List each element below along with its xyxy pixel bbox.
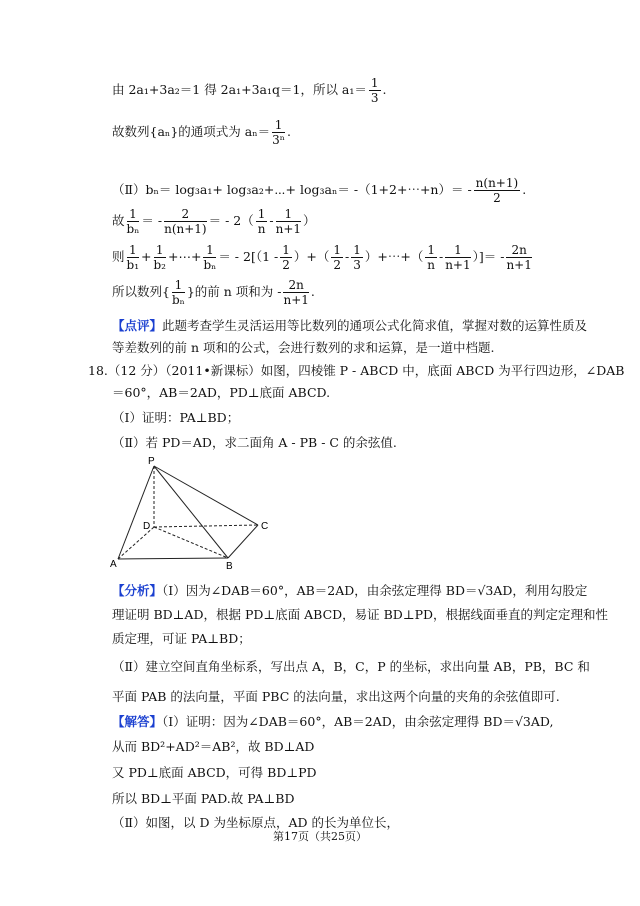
solution-line-3: 又 PD⊥底面 ABCD，可得 BD⊥PD [112, 765, 317, 780]
edge-DB [154, 527, 228, 558]
analysis-line-1: 【分析】（Ⅰ）因为∠DAB＝60°，AB＝2AD，由余弦定理得 BD＝√3AD，利用勾股定 [112, 583, 588, 598]
fraction: $\frac{1}{\text{3ⁿ}}$ [272, 118, 285, 147]
edge-BC [228, 525, 258, 558]
line-sum: 则 $\frac{1}{\text{b₁}}$ + $\frac{1}{\text{b₂}}$ +⋯+ $\frac{1}{\text{bₙ}}$ ＝ - 2[（1 - $\frac{1}{2}$ ）+（ $\frac{1}{2}$ - $\frac{1}{3}$ ）+⋯+（ $\frac{1}{n}$ - $\frac{1}{n+1}$ ）]＝ - $\frac{2n}{n+1}$ [112, 243, 532, 272]
line-reciprocal: 故 $\frac{1}{\text{bₙ}}$ ＝ - $\frac{2}{n(n+1)}$ ＝ - 2（ $\frac{1}{n}$ - $\frac{1}{n+1}$ ） [112, 207, 316, 236]
label-C: C [261, 521, 269, 532]
label-A: A [110, 559, 117, 570]
line-general-term: 故数列{aₙ}的通项式为 aₙ＝ $\frac{1}{\text{3ⁿ}}$ . [112, 118, 291, 147]
analysis-tag: 【分析】 [112, 583, 163, 598]
edge-PC [154, 466, 258, 525]
line-a1: 由 2a₁+3a₂＝1 得 2a₁+3a₁q＝1，所以 a₁＝ $\frac{1}{3}$ . [112, 76, 387, 105]
analysis-line-2: 理证明 BD⊥AD，根据 PD⊥底面 ABCD，易证 BD⊥PD，根据线面垂直的判定定理和性 [112, 607, 609, 622]
fraction: $\frac{1}{3}$ [370, 76, 379, 105]
solution-line-5: （Ⅱ）如图，以 D 为坐标原点，AD 的长为单位长， [112, 815, 399, 830]
analysis-line-4: （Ⅱ）建立空间直角坐标系，写出点 A，B，C，P 的坐标，求出向量 AB，PB，BC 和 [112, 659, 590, 674]
label-P: P [148, 456, 155, 467]
solution-tag: 【解答】 [112, 714, 163, 729]
solution-line-4: 所以 BD⊥平面 PAD.故 PA⊥BD [112, 791, 295, 806]
solution-line-2: 从而 BD²+AD²＝AB²，故 BD⊥AD [112, 739, 315, 754]
analysis-line-3: 质定理，可证 PA⊥BD； [112, 631, 251, 646]
edge-AB [118, 558, 228, 559]
comment-line-2: 等差数列的前 n 项和的公式，会进行数列的求和运算，是一道中档题. [112, 340, 495, 355]
edge-PA [118, 466, 154, 559]
analysis-line-5: 平面 PAB 的法向量，平面 PBC 的法向量，求出这两个向量的夹角的余弦值即可. [112, 689, 560, 704]
text: （Ⅱ）bₙ＝ log₃a₁+ log₃a₂+⋯+ log₃aₙ＝ -（1+2+⋯+n）＝ - [112, 182, 472, 197]
text: 由 2a₁+3a₂＝1 得 2a₁+3a₁q＝1，所以 a₁＝ [112, 82, 367, 97]
text: 故数列{aₙ}的通项式为 aₙ＝ [112, 124, 271, 139]
page-footer: 第17页（共25页） [273, 830, 367, 843]
comment-tag: 【点评】 [112, 318, 163, 333]
pyramid-figure [108, 455, 283, 573]
question-18-line-2: ＝60°，AB＝2AD，PD⊥底面 ABCD. [112, 385, 331, 400]
fraction: $\frac{n(n+1)}{2}$ [475, 176, 519, 205]
question-18-line-1: 18.（12 分）（2011•新课标）如图，四棱锥 P - ABCD 中，底面 ABCD 为平行四边形，∠DAB [88, 363, 625, 378]
edge-DC [154, 525, 258, 527]
line-bn: （Ⅱ）bₙ＝ log₃a₁+ log₃a₂+⋯+ log₃aₙ＝ -（1+2+⋯+n）＝ - $\frac{n(n+1)}{2}$ . [112, 176, 527, 205]
edge-PB [154, 466, 228, 558]
question-18-part-2: （Ⅱ）若 PD＝AD，求二面角 A - PB - C 的余弦值. [112, 435, 397, 450]
label-B: B [226, 561, 233, 572]
line-sum-result: 所以数列{ $\frac{1}{\text{bₙ}}$ }的前 n 项和为 - $\frac{2n}{n+1}$ . [112, 278, 315, 307]
solution-line-1: 【解答】（Ⅰ）证明：因为∠DAB＝60°，AB＝2AD，由余弦定理得 BD＝√3AD, [112, 714, 554, 729]
question-18-part-1: （Ⅰ）证明：PA⊥BD； [112, 410, 240, 425]
comment-line-1: 【点评】此题考查学生灵活运用等比数列的通项公式化简求值，掌握对数的运算性质及 [112, 318, 588, 333]
label-D: D [143, 521, 151, 532]
